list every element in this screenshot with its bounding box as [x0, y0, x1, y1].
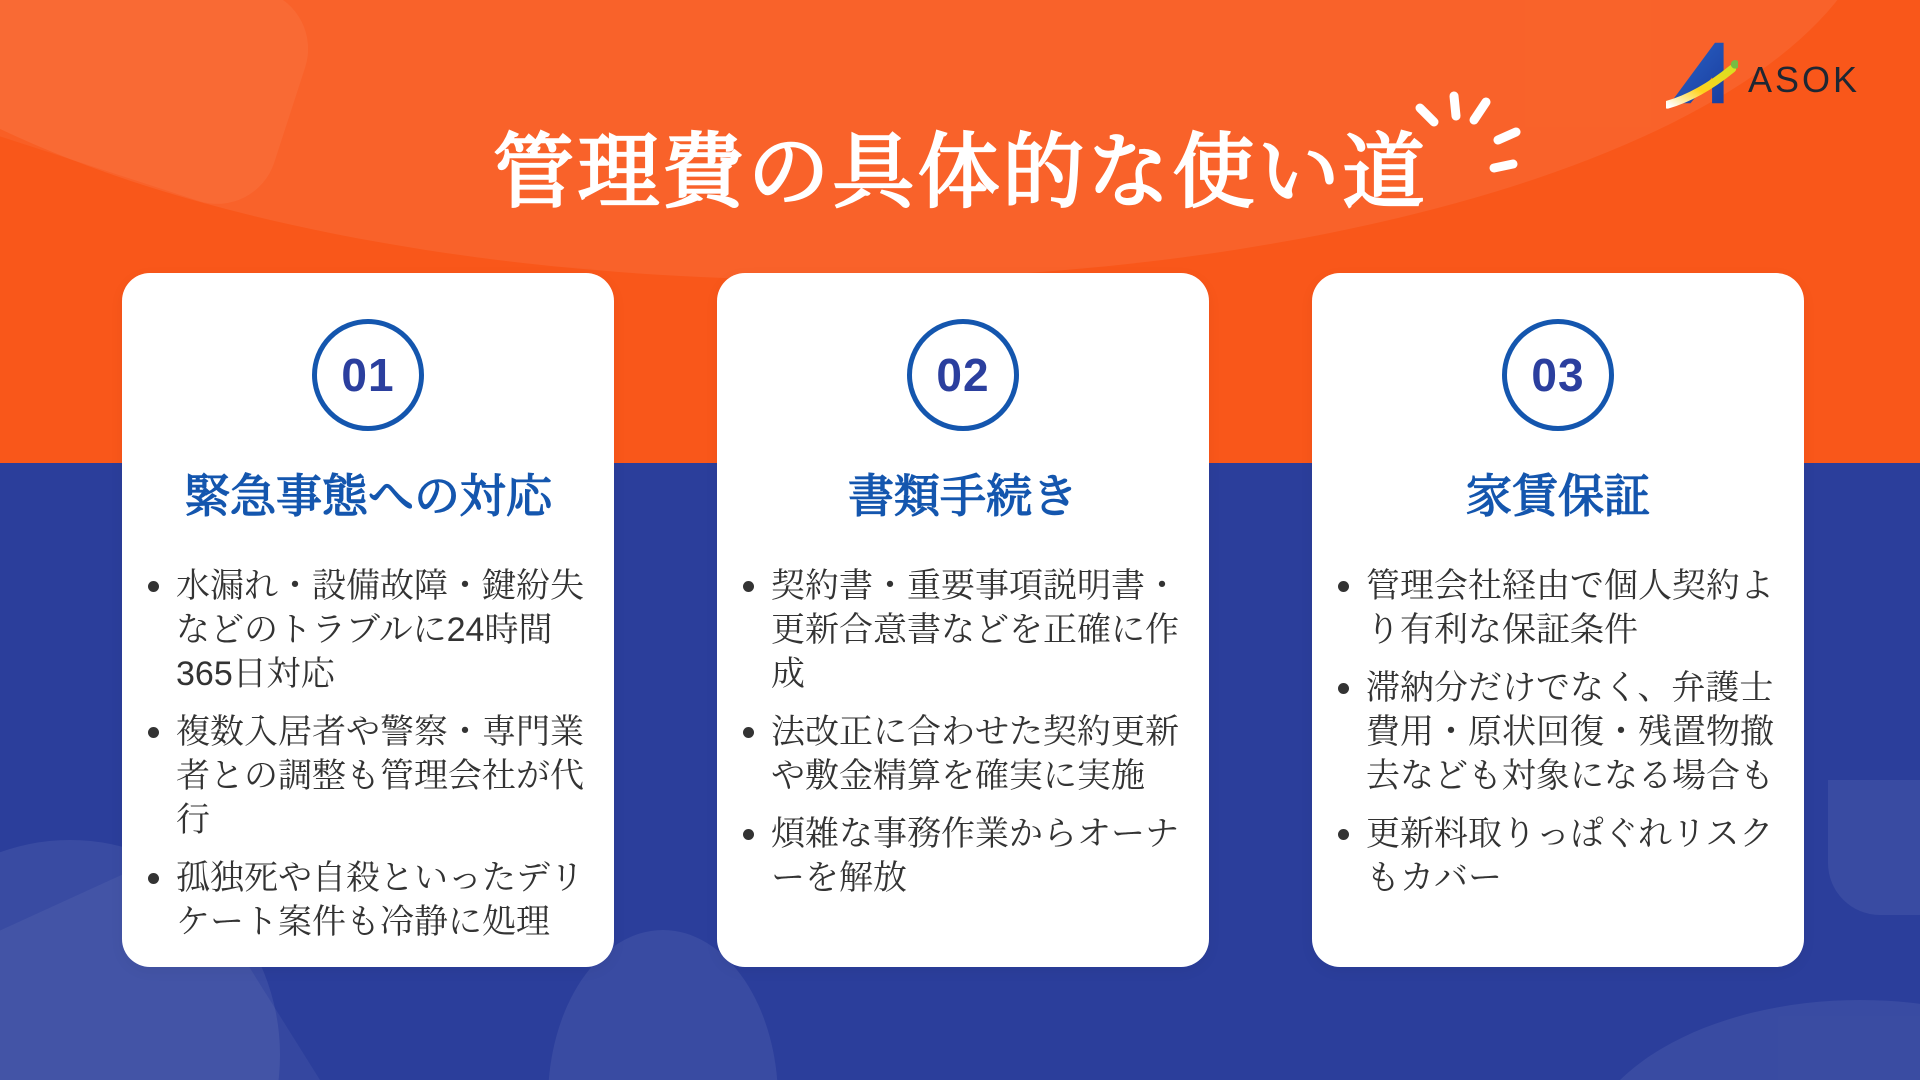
card-bullet-list [146, 564, 590, 958]
decor-blue-blob-corner [1580, 1000, 1920, 1080]
bullet-item: 法改正に合わせた契約更新や敷金精算を確実に実施 [741, 710, 1185, 798]
card-number: 03 [1531, 349, 1585, 401]
card-number: 01 [341, 349, 395, 401]
card-heading: 家賃保証 [1466, 470, 1650, 522]
card-rent-guarantee [1312, 273, 1804, 967]
page-title: 管理費の具体的な使い道 [492, 127, 1428, 218]
bullet-item: 煩雑な事務作業からオーナーを解放 [741, 812, 1185, 900]
bullet-item: 複数入居者や警察・専門業者との調整も管理会社が代行 [146, 710, 590, 842]
card-number-badge [312, 319, 424, 431]
card-heading: 緊急事態への対応 [184, 470, 552, 522]
card-number: 02 [936, 349, 990, 401]
cards-row [122, 273, 1804, 967]
card-number-badge [1502, 319, 1614, 431]
sparkle-icon [1398, 78, 1528, 188]
bullet-item: 孤独死や自殺といったデリケート案件も冷静に処理 [146, 856, 590, 944]
card-emergency-response [122, 273, 614, 967]
asok-logo [1666, 36, 1860, 110]
card-paperwork [717, 273, 1209, 967]
card-heading: 書類手続き [848, 470, 1078, 522]
card-bullet-list [1336, 564, 1780, 914]
bullet-item: 更新料取りっぱぐれリスクもカバー [1336, 812, 1780, 900]
bullet-item: 水漏れ・設備故障・鍵紛失などのトラブルに24時間365日対応 [146, 564, 590, 696]
bullet-item: 契約書・重要事項説明書・更新合意書などを正確に作成 [741, 564, 1185, 696]
bullet-item: 滞納分だけでなく、弁護士費用・原状回復・残置物撤去なども対象になる場合も [1336, 666, 1780, 798]
decor-blue-blob-right [1828, 780, 1920, 915]
asok-logo-text: ASOK [1748, 59, 1861, 100]
card-number-badge [907, 319, 1019, 431]
bullet-item: 管理会社経由で個人契約より有利な保証条件 [1336, 564, 1780, 652]
card-bullet-list [741, 564, 1185, 914]
asok-logo-icon [1666, 36, 1738, 110]
